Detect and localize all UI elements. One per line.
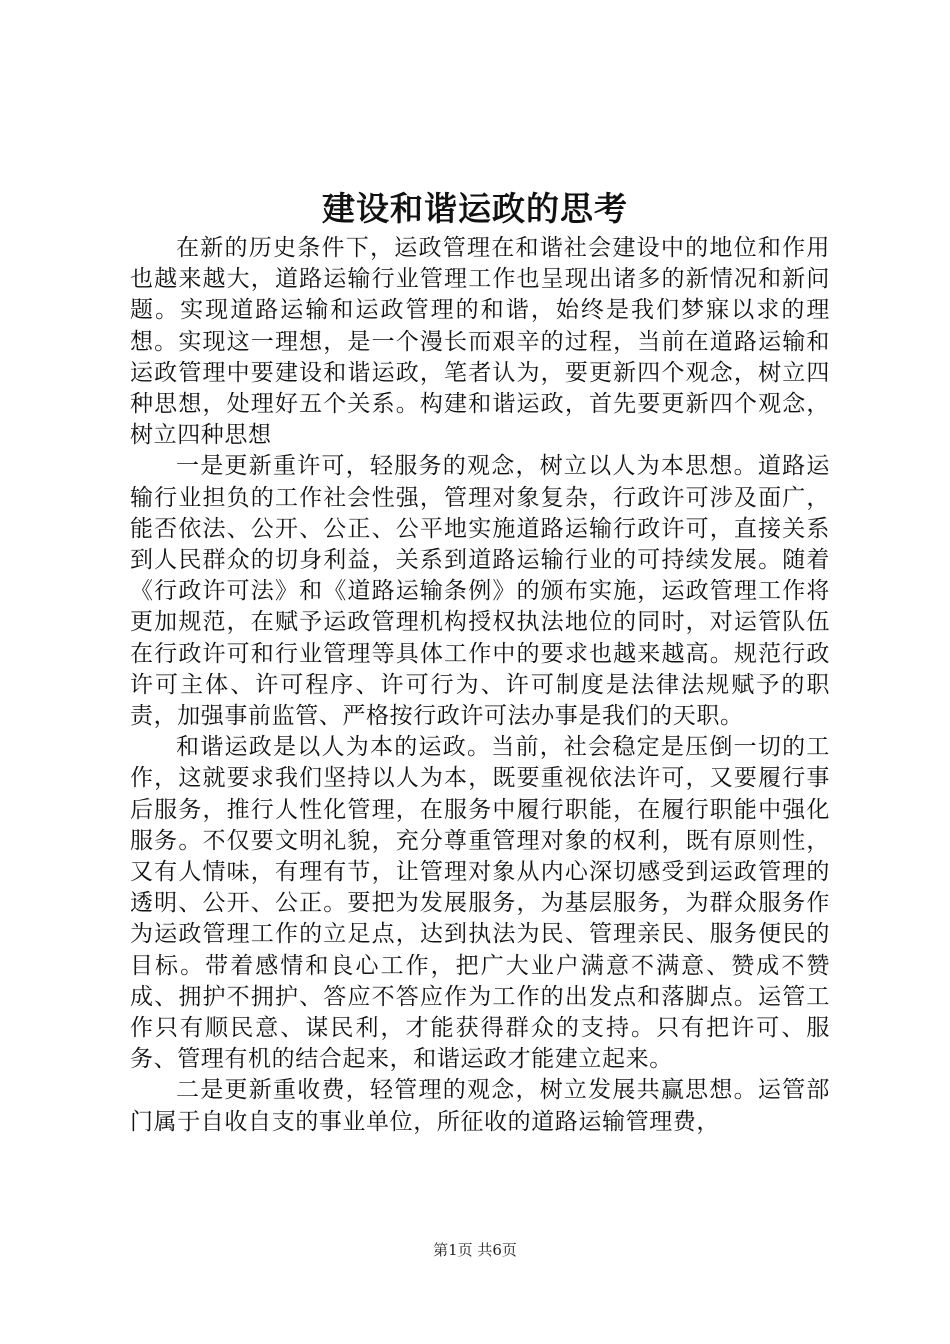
paragraph-people-oriented: 和谐运政是以人为本的运政。当前，社会稳定是压倒一切的工作，这就要求我们坚持以人为本，既要重视依法许可，又要履行事后服务，推行人性化管理，在服务中履行职能，在履行职能中强化服务。不仅要文明礼貌，充分尊重管理对象的权利，既有原则性，又有人情味，有理有节，让管理对象从内心深切感受到运政管理的透明、公开、公正。要把为发展服务，为基层服务，为群众服务作为运政管理工作的立足点，达到执法为民、管理亲民、服务便民的目标。带着感情和良心工作，把广大业户满意不满意、赞成不赞成、拥护不拥护、答应不答应作为工作的出发点和落脚点。运管工作只有顺民意、谋民利，才能获得群众的支持。只有把许可、服务、管理有机的结合起来，和谐运政才能建立起来。 (130, 734, 830, 1073)
paragraph-point-two: 二是更新重收费，轻管理的观念，树立发展共赢思想。运管部门属于自收自支的事业单位，所征收的道路运输管理费， (130, 1077, 830, 1135)
paragraph-intro: 在新的历史条件下，运政管理在和谐社会建设中的地位和作用也越来越大，道路运输行业管理工作也呈现出诸多的新情况和新问题。实现道路运输和运政管理的和谐，始终是我们梦寐以求的理想。实现这一理想，是一个漫长而艰辛的过程，当前在道路运输和运政管理中要建设和谐运政，笔者认为，要更新四个观念，树立四种思想，处理好五个关系。构建和谐运政，首先要更新四个观念，树立四种思想 (130, 235, 830, 449)
document-title: 建设和谐运政的思考 (322, 189, 628, 228)
document-body (130, 233, 830, 1138)
paragraph-point-one: 一是更新重许可，轻服务的观念，树立以人为本思想。道路运输行业担负的工作社会性强，管理对象复杂，行政许可涉及面广，能否依法、公开、公正、公平地实施道路运输行政许可，直接关系到人民群众的切身利益，关系到道路运输行业的可持续发展。随着《行政许可法》和《道路运输条例》的颁布实施，运政管理工作将更加规范，在赋予运政管理机构授权执法地位的同时，对运管队伍在行政许可和行业管理等具体工作中的要求也越来越高。规范行政许可主体、许可程序、许可行为、许可制度是法律法规赋予的职责，加强事前监管、严格按行政许可法办事是我们的天职。 (130, 453, 830, 730)
page-number-footer: 第1页 共6页 (433, 1241, 517, 1259)
